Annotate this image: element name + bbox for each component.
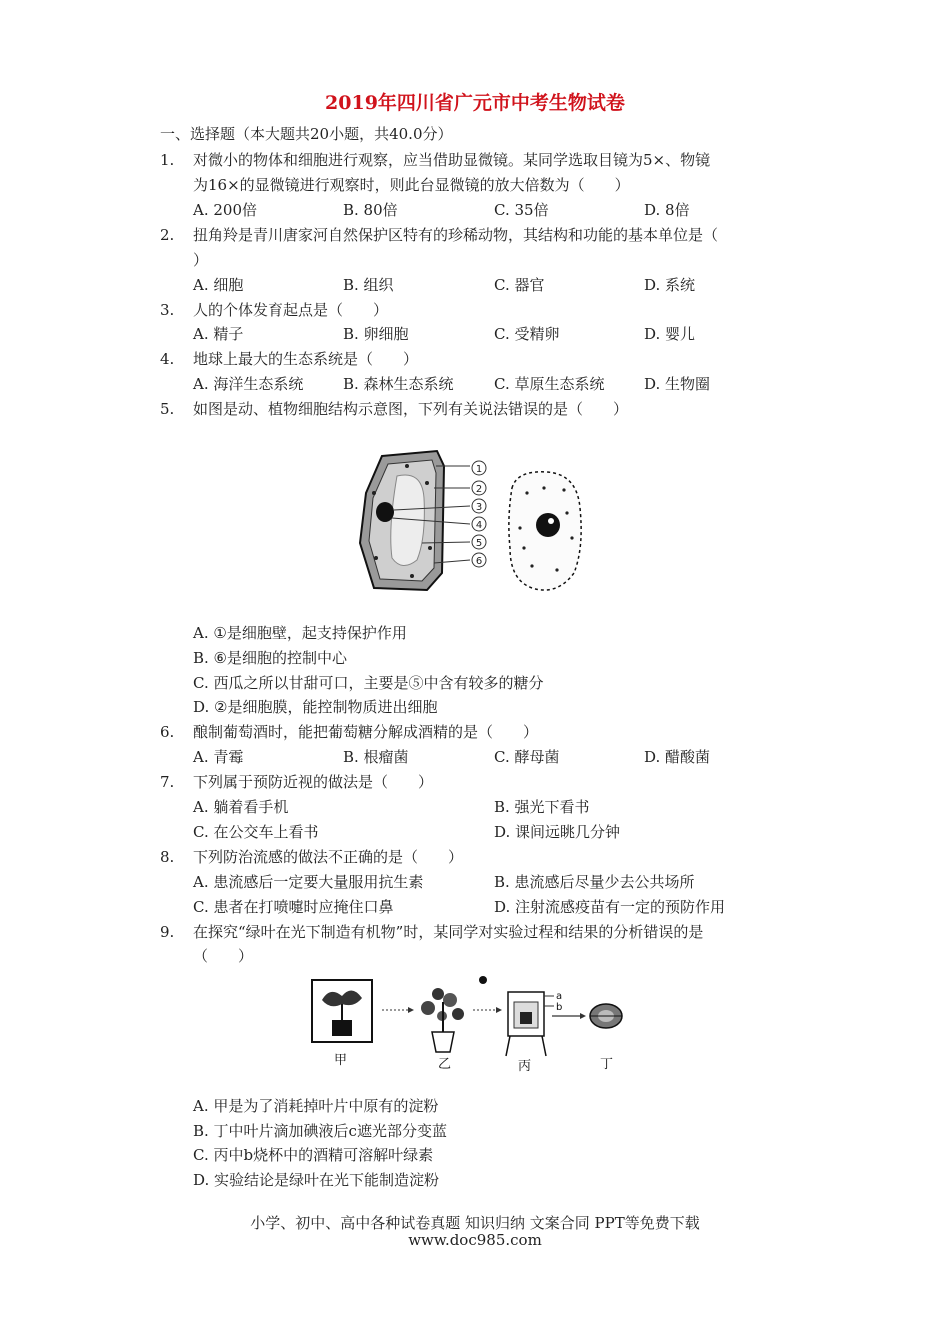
label-4: 4 [475, 520, 483, 531]
question-number: 7. [160, 773, 175, 791]
question-number: 9. [160, 923, 175, 941]
option-c: C. 酵母菌 [494, 748, 560, 766]
option-d: D. 醋酸菌 [644, 748, 711, 766]
option-c: C. 患者在打喷嚏时应掩住口鼻 [193, 898, 394, 916]
question-number: 1. [160, 151, 175, 169]
label-5: 5 [475, 538, 483, 549]
question-number: 3. [160, 301, 175, 319]
question-stem: 酿制葡萄酒时，能把葡萄糖分解成酒精的是（ ） [193, 723, 539, 741]
option-a: A. 甲是为了消耗掉叶片中原有的淀粉 [193, 1097, 439, 1115]
option-d: D. 8倍 [644, 201, 690, 219]
option-a: A. 200倍 [193, 201, 257, 219]
question-stem: 在探究“绿叶在光下制造有机物”时，某同学对实验过程和结果的分析错误的是 [193, 923, 704, 941]
option-d: D. 课间远眺几分钟 [494, 823, 621, 841]
question-number: 5. [160, 400, 175, 418]
option-c: C. 35倍 [494, 201, 549, 219]
question-stem: 下列防治流感的做法不正确的是（ ） [193, 848, 464, 866]
question-number: 2. [160, 226, 175, 244]
option-d: D. ②是细胞膜，能控制物质进出细胞 [193, 698, 438, 716]
option-c: C. 丙中b烧杯中的酒精可溶解叶绿素 [193, 1146, 434, 1164]
cell-structure-diagram [352, 448, 592, 598]
page-title: 2019年四川省广元市中考生物试卷 [325, 92, 625, 114]
question-stem: 为16×的显微镜进行观察时，则此台显微镜的放大倍数为（ ） [193, 176, 630, 194]
label-3: 3 [475, 502, 483, 513]
question-stem: （ ） [193, 947, 254, 965]
animal-nucleus [536, 513, 560, 537]
option-d: D. 注射流感疫苗有一定的预防作用 [494, 898, 726, 916]
option-b: B. 强光下看书 [494, 798, 590, 816]
footer-text: 小学、初中、高中各种试卷真题 知识归纳 文案合同 PPT等免费下载 [250, 1214, 700, 1232]
option-a: A. 躺着看手机 [193, 798, 289, 816]
question-stem: 扭角羚是青川唐家河自然保护区特有的珍稀动物，其结构和功能的基本单位是（ [193, 226, 719, 244]
question-number: 4. [160, 350, 175, 368]
option-a: A. 海洋生态系统 [193, 375, 304, 393]
option-b: B. 根瘤菌 [343, 748, 409, 766]
figure-label-b: b [556, 1002, 563, 1013]
figure-label-jia: 甲 [334, 1053, 348, 1068]
option-d: D. 婴儿 [644, 325, 696, 343]
footer-link[interactable]: www.doc985.com [408, 1231, 542, 1249]
option-c: C. 器官 [494, 276, 545, 294]
option-c: C. 西瓜之所以甘甜可口，主要是⑤中含有较多的糖分 [193, 674, 544, 692]
option-b: B. ⑥是细胞的控制中心 [193, 649, 348, 667]
option-a: A. ①是细胞壁，起支持保护作用 [193, 624, 407, 642]
option-a: A. 细胞 [193, 276, 244, 294]
plant-nucleus [376, 502, 394, 522]
option-a: A. 青霉 [193, 748, 244, 766]
figure-label-yi: 乙 [438, 1057, 452, 1072]
label-6: 6 [475, 556, 483, 567]
question-number: 8. [160, 848, 175, 866]
label-2: 2 [475, 484, 483, 495]
option-d: D. 实验结论是绿叶在光下能制造淀粉 [193, 1171, 440, 1189]
option-c: C. 在公交车上看书 [193, 823, 319, 841]
option-d: D. 系统 [644, 276, 696, 294]
option-b: B. 80倍 [343, 201, 398, 219]
question-stem: 人的个体发育起点是（ ） [193, 301, 389, 319]
question-stem: ） [193, 251, 209, 269]
option-b: B. 卵细胞 [343, 325, 409, 343]
option-b: B. 森林生态系统 [343, 375, 454, 393]
option-c: C. 受精卵 [494, 325, 560, 343]
question-stem: 下列属于预防近视的做法是（ ） [193, 773, 434, 791]
photosynthesis-experiment-diagram [308, 972, 648, 1077]
option-b: B. 患流感后尽量少去公共场所 [494, 873, 695, 891]
label-1: 1 [475, 464, 483, 475]
question-number: 6. [160, 723, 175, 741]
option-a: A. 精子 [193, 325, 244, 343]
option-b: B. 丁中叶片滴加碘液后c遮光部分变蓝 [193, 1122, 447, 1140]
question-stem: 地球上最大的生态系统是（ ） [193, 350, 419, 368]
figure-label-bing: 丙 [518, 1059, 532, 1074]
option-b: B. 组织 [343, 276, 394, 294]
option-c: C. 草原生态系统 [494, 375, 605, 393]
question-stem: 如图是动、植物细胞结构示意图，下列有关说法错误的是（ ） [193, 400, 629, 418]
option-a: A. 患流感后一定要大量服用抗生素 [193, 873, 424, 891]
figure-label-a: a [556, 991, 563, 1002]
figure-label-ding: 丁 [600, 1057, 614, 1072]
option-d: D. 生物圈 [644, 375, 711, 393]
section-heading: 一、选择题（本大题共20小题，共40.0分） [160, 125, 453, 143]
question-stem: 对微小的物体和细胞进行观察，应当借助显微镜。某同学选取目镜为5×、物镜 [193, 151, 711, 169]
